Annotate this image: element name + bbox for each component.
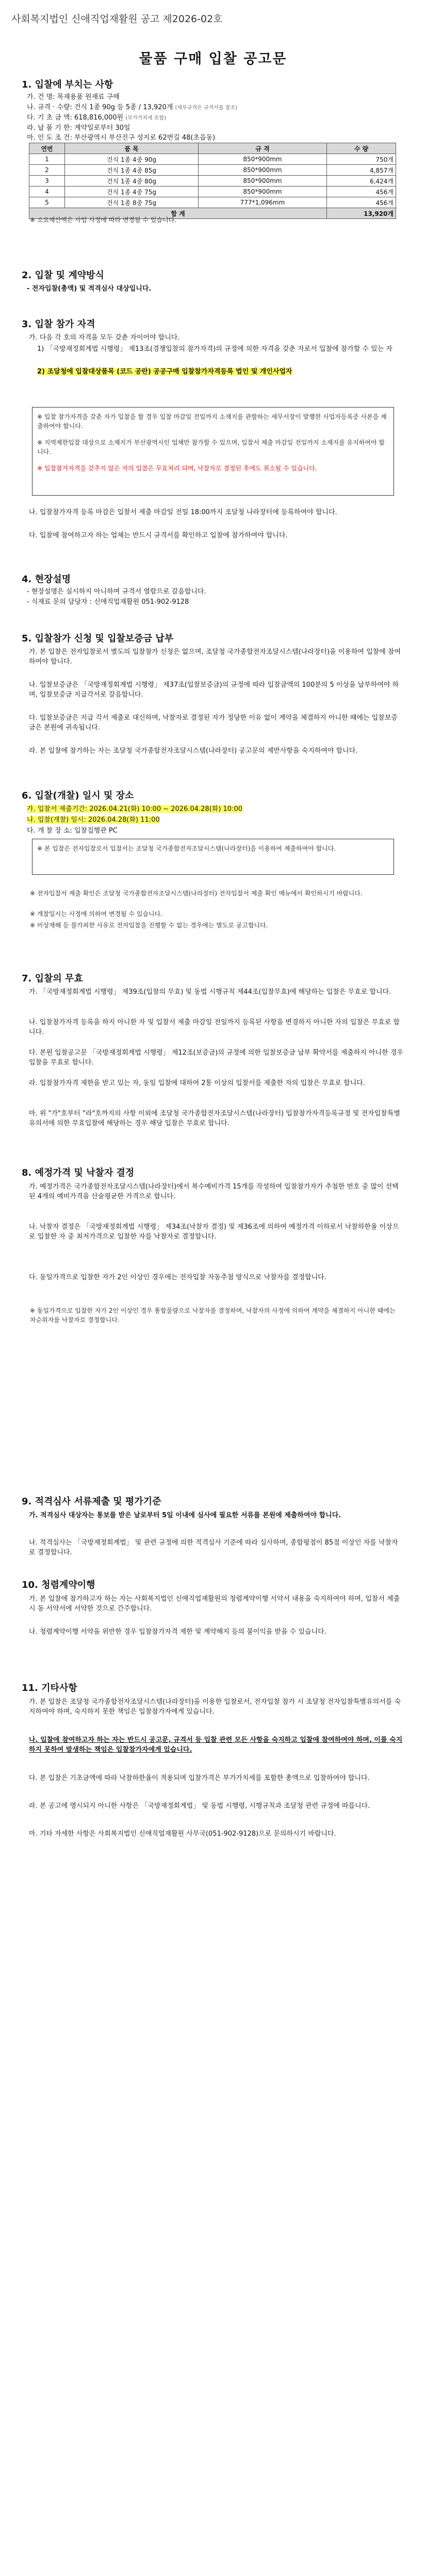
table-row <box>29 176 396 187</box>
s1-delivery-place: 마. 인 도 조 건: 부산광역시 부산진구 성지로 62번길 48(초읍동) <box>27 134 216 142</box>
s8-na: 나. 낙찰자 결정은 「국방재정회계법 시행령」 제34조(낙찰자 결정) 및 제36조에 의하여 예정가격 이하로서 낙찰하한율 이상으로 입찰한 자 중 최저가격으로 입찰한 자를 낙찰자로 결정합니다. <box>29 1223 399 1241</box>
s3-da: 다. 입찰에 참여하고자 하는 업체는 반드시 규격서를 확인하고 입찰에 참가하여야 합니다. <box>29 532 288 539</box>
s11-na: 나. 입찰에 참여하고자 하는 자는 반드시 공고문, 규격서 등 입찰 관련 모든 사항을 숙지하고 입찰에 참여하여야 하며, 이를 숙지하지 못하여 발생하는 책임은 입찰참가자에게 있습니다. <box>29 1736 403 1754</box>
cell-qty: 6,424개 <box>327 176 396 187</box>
cell-item: 건식 1종 4중 90g <box>65 154 199 165</box>
col-no: 연번 <box>29 143 65 154</box>
cell-qty: 4,857개 <box>327 165 396 176</box>
s3-ga-1: 1) 「국방재정회계법 시행령」 제13조(경쟁입찰의 참가자격)의 규정에 의한 자격을 갖춘 자로서 입찰에 참가할 수 있는 자 <box>37 345 392 353</box>
s6-note-3: ※ 개찰일시는 사정에 의하여 변경될 수 있습니다. <box>30 910 163 918</box>
s3-ga: 가. 다음 각 호의 자격을 모두 갖춘 자이어야 합니다. <box>29 334 180 342</box>
s5-na: 나. 입찰보증금은 「국방재정회계법 시행령」 제37조(입찰보증금)의 규정에 따라 입찰금액의 100분의 5 이상을 납부하여야 하며, 입찰보증금 지급각서로 갈음합니다. <box>29 681 399 699</box>
s3-ga-2: 2) 조달청에 입찰대상품목 (코드 공란) 공공구매 입찰참가자격등록 법인 및 개인사업자 <box>37 368 292 376</box>
s7-da: 다. 본원 입찰공고문 「국방재정회계법 시행령」 제12조(보증금)의 규정에 의한 입찰보증금 납부 확약서를 제출하지 아니한 경우 입찰을 무효로 합니다. <box>29 1049 403 1066</box>
s8-ga: 가. 예정가격은 국가종합전자조달시스템(나라장터)에서 복수예비가격 15개를 작성하여 입찰참가자가 추첨한 번호 중 많이 선택된 4개의 예비가격을 산술평균한 가격으로 합니다. <box>29 1183 399 1200</box>
cell-item: 건식 1종 4중 75g <box>65 187 199 197</box>
s6-place: 다. 개 찰 장 소: 입찰집행관 PC <box>27 827 118 835</box>
s9-na: 나. 적격심사는 「국방재정회계법」 및 관련 규정에 의한 적격심사 기준에 따라 심사하며, 종합평점이 85점 이상인 자를 낙찰자로 결정합니다. <box>29 1539 398 1556</box>
s3-note-1: ※ 입찰 참가자격을 갖춘 자가 입찰을 할 경우 입찰 마감일 전일까지 소재지를 관할하는 세무서장이 발행한 사업자등록증 사본을 제출하여야 합니다. <box>37 413 387 430</box>
table-row <box>29 165 396 176</box>
s1-budget-note: ※ 소요예산액은 사업 사정에 따라 변경될 수 있습니다. <box>30 216 177 224</box>
s1-spec-quantity: 나. 규격 · 수량: 건식 1종 90g 등 5종 / 13,920개 (세부규격은 규격서를 참조) <box>27 104 237 111</box>
s8-note: ※ 동일가격으로 입찰한 자가 2인 이상인 경우 통합물량으로 낙찰자를 결정하며, 낙찰자의 사정에 의하여 계약을 체결하지 아니한 때에는 차순위자를 낙찰자로 결정합니다. <box>30 1307 396 1324</box>
s6-submit-period: 가. 입찰서 제출기간: 2026.04.21(화) 10:00 ~ 2026.04.28(화) 10:00 <box>27 805 242 813</box>
s4-line-2: - 식재료 문의 담당자 : 신애직업재활원 051-902-9128 <box>27 598 189 606</box>
s4-line-1: - 현장설명은 실시하지 아니하며 규격서 열람으로 갈음합니다. <box>27 588 206 596</box>
cell-spec: 777*1,096mm <box>199 197 327 208</box>
cell-qty: 456개 <box>327 187 396 197</box>
section-6-heading: 6. 입찰(개찰) 일시 및 장소 <box>22 790 134 801</box>
s11-ga: 가. 본 입찰은 조달청 국가종합전자조달시스템(나라장터)을 이용한 입찰로서, 전자입찰 참가 시 조달청 전자입찰특별유의서를 숙지하여야 하며, 숙지하지 못한 책임은 입찰참가자에게 있습니다. <box>29 1698 401 1716</box>
cell-spec: 850*900mm <box>199 154 327 165</box>
cell-no: 3 <box>29 176 65 187</box>
table-row <box>29 154 396 165</box>
s8-da: 다. 동일가격으로 입찰한 자가 2인 이상인 경우에는 전자입찰 자동추첨 방식으로 낙찰자를 결정합니다. <box>29 1274 326 1281</box>
page-title: 물품 구매 입찰 공고문 <box>139 51 287 67</box>
s10-ga: 가. 본 입찰에 참가하고자 하는 자는 사회복지법인 신애직업재활원의 청렴계약이행 서약서 내용을 숙지하여야 하며, 입찰서 제출 시 동 서약서에 서약한 것으로 간주합니다. <box>29 1595 400 1613</box>
col-item: 품 목 <box>65 143 199 154</box>
section-10-heading: 10. 청렴계약이행 <box>22 1580 95 1590</box>
section-11-heading: 11. 기타사항 <box>22 1683 77 1693</box>
s11-ra: 라. 본 공고에 명시되지 아니한 사항은 「국방재정회계법」 및 동법 시행령, 시행규칙과 조달청 관련 규정에 따릅니다. <box>29 1802 370 1810</box>
s1-base-price: 다. 기 초 금 액: 618,816,000원 (부가가치세 포함) <box>27 114 166 122</box>
section-7-heading: 7. 입찰의 무효 <box>22 973 83 984</box>
s7-ra: 라. 입찰참가자격 제한을 받고 있는 자, 동일 입찰에 대하여 2통 이상의 입찰서를 제출한 자의 입찰은 무효로 합니다. <box>29 1079 365 1087</box>
s5-ra: 라. 본 입찰에 참가하는 자는 조달청 국가종합전자조달시스템(나라장터) 공고문의 제반사항을 숙지하여야 합니다. <box>29 747 358 755</box>
cell-item: 건식 1종 4중 85g <box>65 165 199 176</box>
s2-method: - 전자입찰(총액) 및 적격심사 대상입니다. <box>27 285 152 293</box>
col-spec: 규 격 <box>199 143 327 154</box>
cell-no: 1 <box>29 154 65 165</box>
cell-no: 5 <box>29 197 65 208</box>
cell-qty: 456개 <box>327 197 396 208</box>
s7-ga: 가. 「국방재정회계법 시행령」 제39조(입찰의 무효) 및 동법 시행규칙 제44조(입찰무효)에 해당하는 입찰은 무효로 합니다. <box>29 988 391 996</box>
section-5-heading: 5. 입찰참가 신청 및 입찰보증금 납부 <box>22 633 174 644</box>
cell-spec: 850*900mm <box>199 187 327 197</box>
s7-na: 나. 입찰참가자격 등록을 하지 아니한 자 및 입찰서 제출 마감일 전일까지 등록된 사항을 변경하지 아니한 자의 입찰은 무효로 합니다. <box>29 1019 400 1036</box>
s5-ga: 가. 본 입찰은 전자입찰로서 별도의 입찰참가 신청은 없으며, 조달청 국가종합전자조달시스템(나라장터)을 이용하여 입찰에 참여하여야 합니다. <box>29 648 401 666</box>
total-value: 13,920개 <box>327 208 396 219</box>
col-qty: 수 량 <box>327 143 396 154</box>
document-number: 사회복지법인 신애직업재활원 공고 제2026-02호 <box>11 13 223 25</box>
s6-open-time: 나. 입찰(개찰) 일시: 2026.04.28(화) 11:00 <box>27 816 160 824</box>
s11-ma: 마. 기타 자세한 사항은 사회복지법인 신애직업재활원 사무국(051-902-9128)으로 문의하시기 바랍니다. <box>29 1830 336 1838</box>
s5-da: 다. 입찰보증금은 지급 각서 제출로 대신하며, 낙찰자로 결정된 자가 정당한 이유 없이 계약을 체결하지 아니한 때에는 입찰보증금은 본원에 귀속됩니다. <box>29 714 398 732</box>
cell-item: 건식 1종 8중 75g <box>65 197 199 208</box>
s6-note-2: ※ 전자입찰서 제출 확인은 조달청 국가종합전자조달시스템(나라장터) 전자입찰서 제출 확인 메뉴에서 확인하시기 바랍니다. <box>30 890 363 897</box>
table-row <box>29 197 396 208</box>
section-9-heading: 9. 적격심사 서류제출 및 평가기준 <box>22 1496 161 1507</box>
cell-qty: 750개 <box>327 154 396 165</box>
section-1-heading: 1. 입찰에 부치는 사항 <box>22 79 113 90</box>
cell-spec: 850*900mm <box>199 176 327 187</box>
total-label: 합 계 <box>29 208 327 219</box>
cell-item: 건식 1종 4중 80g <box>65 176 199 187</box>
cell-no: 4 <box>29 187 65 197</box>
s3-na: 나. 입찰참가자격 등록 마감은 입찰서 제출 마감일 전일 18:00까지 조달청 나라장터에 등록하여야 합니다. <box>29 509 337 516</box>
section-4-heading: 4. 현장설명 <box>22 574 71 585</box>
cell-no: 2 <box>29 165 65 176</box>
section-3-heading: 3. 입찰 참가 자격 <box>22 319 95 330</box>
s6-note-4: ※ 비상재해 등 불가피한 사유로 전자입찰을 진행할 수 없는 경우에는 별도로 공고합니다. <box>30 922 268 929</box>
s11-da: 다. 본 입찰은 기초금액에 따라 낙찰하한율이 적용되며 입찰가격은 부가가치세를 포함한 총액으로 입찰하여야 합니다. <box>29 1774 370 1782</box>
table-row <box>29 187 396 197</box>
s1-item-name: 가. 건 명: 목재용품 원재료 구매 <box>27 93 120 101</box>
s9-ga: 가. 적격심사 대상자는 통보를 받은 날로부터 5일 이내에 심사에 필요한 서류를 본원에 제출하여야 합니다. <box>29 1512 341 1519</box>
section-2-heading: 2. 입찰 및 계약방식 <box>22 270 104 281</box>
s7-ma: 마. 위 "가"호부터 "라"호까지의 사항 이외에 조달청 국가종합전자조달시스템(나라장터) 입찰참가자격등록규정 및 전자입찰특별유의서에 의한 무효입찰에 해당하는 경우 해당 입찰은 무효로 합니다. <box>29 1110 400 1127</box>
s6-note-1: ※ 본 입찰은 전자입찰로서 입찰서는 조달청 국가종합전자조달시스템(나라장터)을 이용하여 제출하여야 합니다. <box>37 845 336 852</box>
items-table <box>29 143 396 219</box>
section-8-heading: 8. 예정가격 및 낙찰자 결정 <box>22 1167 135 1178</box>
s10-na: 나. 청렴계약이행 서약을 위반한 경우 입찰참가자격 제한 및 계약해지 등의 불이익을 받을 수 있습니다. <box>29 1628 326 1636</box>
s1-delivery-deadline: 라. 납 품 기 한: 계약일로부터 30일 <box>27 124 130 132</box>
items-table-header <box>29 143 396 154</box>
s3-note-2: ※ 지역제한입찰 대상으로 소재지가 부산광역시인 업체만 참가할 수 있으며, 입찰서 제출 마감일 전일까지 소재지를 유지하여야 합니다. <box>37 439 385 455</box>
cell-spec: 850*900mm <box>199 165 327 176</box>
s3-note-3: ※ 입찰참가자격을 갖추지 않은 자의 입찰은 무효처리 되며, 낙찰자로 결정된 후에도 취소될 수 있습니다. <box>37 465 317 472</box>
